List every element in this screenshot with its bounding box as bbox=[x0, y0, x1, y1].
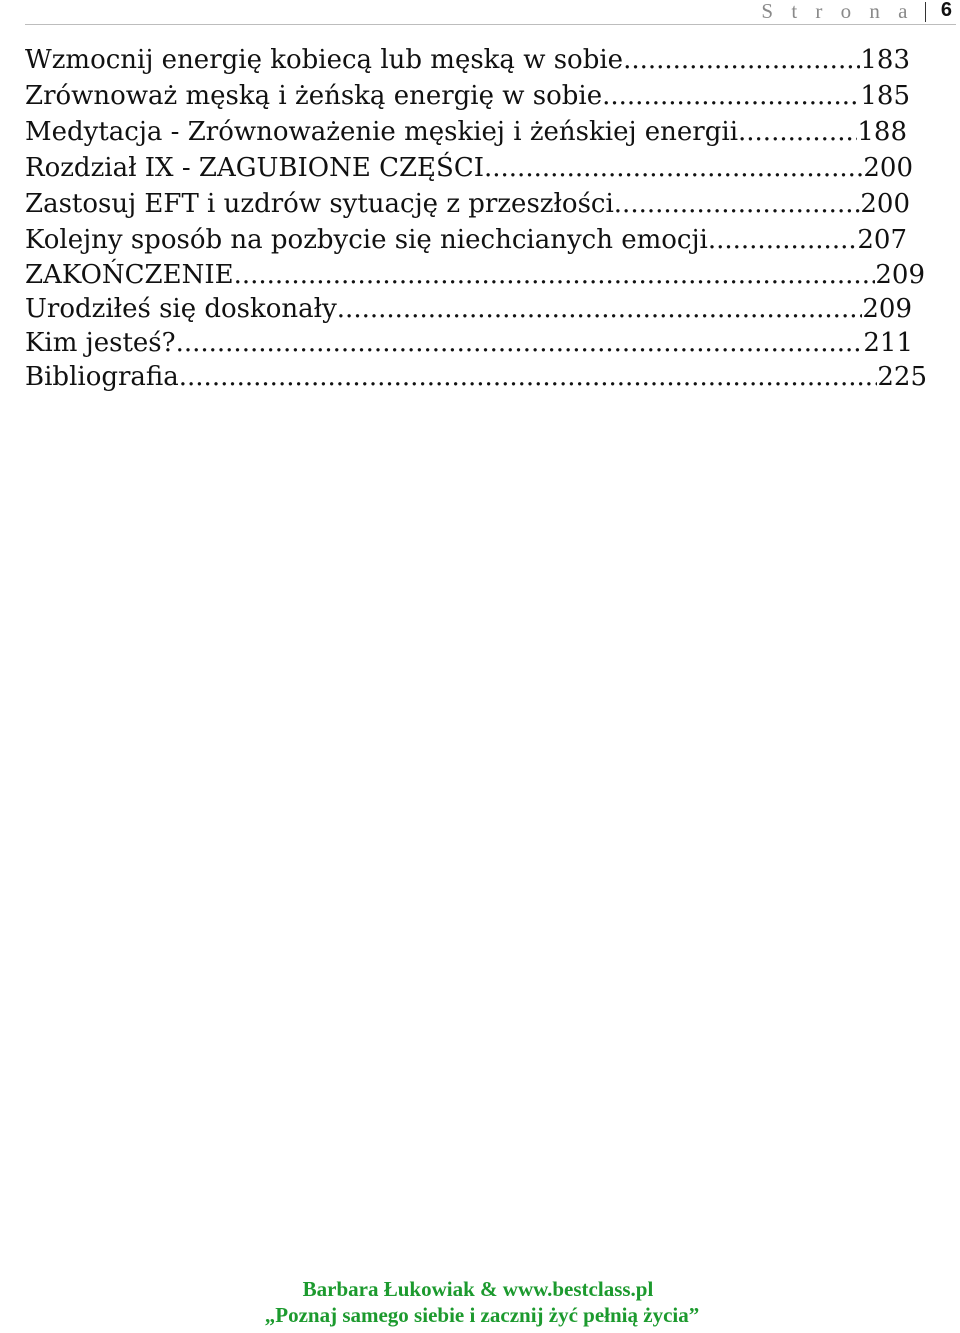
toc-dot-leader bbox=[337, 292, 863, 326]
toc-dot-leader bbox=[176, 326, 864, 360]
toc-entry-title: Zastosuj EFT i uzdrów sytuację z przeszłości bbox=[25, 189, 614, 219]
toc-entry[interactable] bbox=[25, 78, 910, 114]
toc-entry-page: 200 bbox=[860, 189, 910, 219]
toc-entry[interactable] bbox=[25, 186, 910, 222]
page-label: S t r o n a bbox=[761, 0, 914, 23]
toc-entry[interactable] bbox=[25, 326, 913, 360]
toc-entry-title: Kim jesteś? bbox=[25, 328, 176, 358]
toc-entry-title: Bibliografia bbox=[25, 362, 179, 392]
toc-dot-leader bbox=[602, 78, 860, 114]
toc-entry-page: 185 bbox=[860, 81, 910, 111]
toc-entry-title: Wzmocnij energię kobiecą lub męską w sobie bbox=[25, 45, 624, 75]
toc-entry[interactable] bbox=[25, 292, 912, 326]
footer-author: Barbara Łukowiak & www.bestclass.pl bbox=[302, 1277, 654, 1301]
page-header bbox=[0, 0, 960, 24]
toc-entry-title: Medytacja - Zrównoważenie męskiej i żeńskiej energii bbox=[25, 117, 739, 147]
toc-dot-leader bbox=[708, 222, 858, 258]
toc-dot-leader bbox=[614, 186, 861, 222]
footer-tagline: „Poznaj samego siebie i zacznij żyć pełnią życia” bbox=[264, 1303, 700, 1327]
toc-entry-title: Zrównoważ męską i żeńską energię w sobie bbox=[25, 81, 603, 111]
toc-entry-title: ZAKOŃCZENIE bbox=[25, 260, 234, 290]
toc-entry-page: 183 bbox=[860, 45, 910, 75]
toc-entry-title: Rozdział IX - ZAGUBIONE CZĘŚCI bbox=[25, 153, 484, 183]
toc-entry[interactable] bbox=[25, 360, 927, 394]
toc-dot-leader bbox=[234, 258, 876, 292]
toc-entry-page: 188 bbox=[857, 117, 907, 147]
page-number: 6 bbox=[940, 0, 952, 21]
toc-dot-leader bbox=[179, 360, 878, 394]
toc-entry-page: 209 bbox=[862, 294, 912, 324]
toc-entry-page: 200 bbox=[863, 153, 913, 183]
toc-entry[interactable] bbox=[25, 258, 925, 292]
toc-dot-leader bbox=[484, 150, 863, 186]
toc-entry[interactable] bbox=[25, 42, 910, 78]
table-of-contents bbox=[25, 42, 945, 394]
toc-entry[interactable] bbox=[25, 114, 907, 150]
header-separator bbox=[925, 2, 926, 22]
toc-entry-page: 225 bbox=[877, 362, 927, 392]
toc-entry[interactable] bbox=[25, 150, 913, 186]
toc-entry-title: Urodziłeś się doskonały bbox=[25, 294, 337, 324]
toc-entry-page: 209 bbox=[875, 260, 925, 290]
toc-entry-title: Kolejny sposób na pozbycie się niechcianych emocji bbox=[25, 225, 708, 255]
header-rule bbox=[25, 24, 956, 25]
toc-entry-page: 211 bbox=[863, 328, 913, 358]
toc-dot-leader bbox=[738, 114, 857, 150]
toc-entry[interactable] bbox=[25, 222, 907, 258]
toc-entry-page: 207 bbox=[857, 225, 907, 255]
toc-dot-leader bbox=[623, 42, 860, 78]
